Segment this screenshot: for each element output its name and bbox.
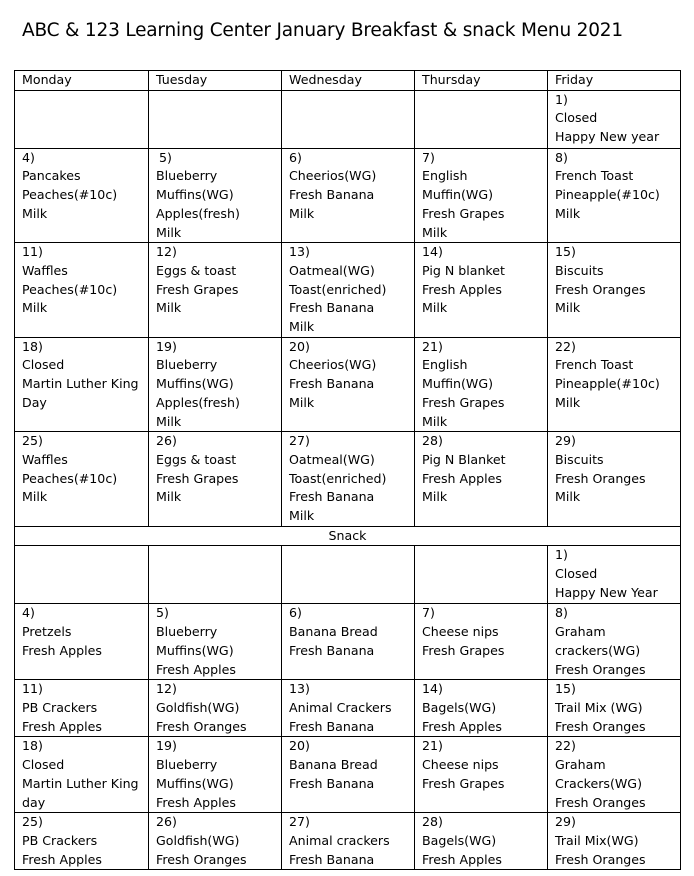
date-label: 27): [289, 814, 310, 830]
menu-item: Fresh Apples: [22, 642, 102, 658]
menu-item: Trail Mix (WG): [555, 699, 643, 715]
date-label: 26): [156, 433, 177, 449]
menu-item: Fresh Apples: [156, 794, 236, 810]
snack-cell-monday: [15, 680, 149, 737]
date-label: 19): [156, 738, 177, 754]
menu-item: Fresh Banana: [289, 489, 375, 505]
menu-item: Muffins(WG): [156, 376, 234, 392]
menu-item: Fresh Banana: [289, 718, 375, 734]
menu-item: PB Crackers: [22, 832, 98, 848]
breakfast-cell-tuesday: [149, 243, 282, 338]
date-label: 13): [289, 681, 310, 697]
menu-item: crackers(WG): [555, 642, 641, 658]
date-label: 4): [22, 605, 35, 621]
menu-item: Cheerios(WG): [289, 168, 377, 184]
date-label: 14): [422, 681, 443, 697]
date-label: 7): [422, 605, 435, 621]
menu-item: Cheerios(WG): [289, 357, 377, 373]
breakfast-cell-thursday: [415, 337, 548, 432]
date-label: 8): [555, 605, 568, 621]
snack-cell-friday: [548, 737, 681, 813]
menu-item: Fresh Apples: [422, 281, 502, 297]
breakfast-cell-wednesday: [282, 243, 415, 338]
menu-item: Crackers(WG): [555, 775, 642, 791]
breakfast-cell-monday: [15, 337, 149, 432]
menu-item: Oatmeal(WG): [289, 262, 375, 278]
menu-item: Fresh Apples: [422, 470, 502, 486]
menu-item: Closed: [22, 757, 65, 773]
snack-cell-friday: [548, 546, 681, 604]
snack-cell-monday: [15, 604, 149, 680]
menu-item: Fresh Banana: [289, 851, 375, 867]
snack-section-row: [15, 526, 681, 546]
menu-item: Peaches(#10c): [22, 187, 118, 203]
date-label: 11): [22, 681, 43, 697]
menu-item: Muffins(WG): [156, 775, 234, 791]
snack-cell-thursday: [415, 737, 548, 813]
snack-week-row: [15, 813, 681, 870]
menu-item: Bagels(WG): [422, 699, 497, 715]
menu-item: Animal crackers: [289, 832, 390, 848]
menu-item: Fresh Oranges: [156, 851, 247, 867]
breakfast-cell-monday: [15, 90, 149, 148]
menu-item: Martin Luther King: [22, 775, 139, 791]
menu-item: Milk: [422, 300, 448, 316]
menu-item: Trail Mix(WG): [555, 832, 639, 848]
menu-item: Cheese nips: [422, 624, 499, 640]
menu-item: Fresh Grapes: [156, 470, 239, 486]
menu-item: Graham: [555, 624, 606, 640]
date-label: 5): [159, 149, 172, 165]
date-label: 7): [422, 149, 435, 165]
menu-item: Blueberry: [156, 624, 218, 640]
menu-item: Toast(enriched): [289, 281, 387, 297]
snack-cell-tuesday: [149, 737, 282, 813]
breakfast-week-row: [15, 243, 681, 338]
menu-item: Milk: [156, 413, 182, 429]
page-title: ABC & 123 Learning Center January Breakfast & snack Menu 2021: [22, 20, 623, 41]
menu-item: Fresh Apples: [22, 851, 102, 867]
menu-item: Fresh Oranges: [555, 661, 646, 677]
menu-item: Milk: [555, 205, 581, 221]
breakfast-week-row: [15, 90, 681, 148]
snack-cell-monday: [15, 813, 149, 870]
menu-item: Milk: [22, 300, 48, 316]
menu-item: Biscuits: [555, 451, 604, 467]
snack-cell-thursday: [415, 604, 548, 680]
breakfast-cell-wednesday: [282, 337, 415, 432]
menu-item: PB Crackers: [22, 699, 98, 715]
date-label: 22): [555, 738, 576, 754]
menu-item: Milk: [156, 489, 182, 505]
date-label: 11): [22, 244, 43, 260]
date-label: 18): [22, 738, 43, 754]
date-label: 13): [289, 244, 310, 260]
snack-cell-tuesday: [149, 813, 282, 870]
menu-item: Milk: [289, 319, 315, 335]
menu-item: Fresh Oranges: [555, 281, 646, 297]
menu-item: English: [422, 357, 468, 373]
menu-item: French Toast: [555, 168, 634, 184]
breakfast-cell-thursday: [415, 148, 548, 243]
day-header-monday: Monday: [15, 71, 149, 91]
menu-item: Milk: [555, 300, 581, 316]
day-header-friday: Friday: [548, 71, 681, 91]
menu-item: Fresh Banana: [289, 642, 375, 658]
menu-item: Graham: [555, 757, 606, 773]
date-label: 1): [555, 547, 568, 563]
menu-item: Toast(enriched): [289, 470, 387, 486]
menu-item: Fresh Banana: [289, 187, 375, 203]
menu-item: Blueberry: [156, 168, 218, 184]
menu-item: Pineapple(#10c): [555, 376, 660, 392]
menu-item: Milk: [289, 205, 315, 221]
breakfast-cell-thursday: [415, 243, 548, 338]
menu-item: Milk: [22, 489, 48, 505]
menu-item: Muffin(WG): [422, 376, 494, 392]
breakfast-cell-monday: [15, 243, 149, 338]
menu-item: Fresh Grapes: [422, 205, 505, 221]
date-label: 1): [555, 91, 568, 107]
snack-cell-tuesday: [149, 680, 282, 737]
day-header-row: [15, 71, 681, 91]
menu-item: Day: [22, 394, 47, 410]
menu-item: Pig N blanket: [422, 262, 505, 278]
menu-table: [14, 70, 681, 870]
menu-item: Eggs & toast: [156, 262, 237, 278]
date-label: 4): [22, 149, 35, 165]
breakfast-week-row: [15, 148, 681, 243]
breakfast-cell-wednesday: [282, 90, 415, 148]
menu-item: Goldfish(WG): [156, 699, 240, 715]
date-label: 15): [555, 244, 576, 260]
menu-item: Biscuits: [555, 262, 604, 278]
menu-item: Closed: [555, 566, 598, 582]
menu-item: Fresh Oranges: [156, 718, 247, 734]
menu-item: Milk: [289, 394, 315, 410]
menu-item: Muffin(WG): [422, 187, 494, 203]
breakfast-cell-wednesday: [282, 432, 415, 527]
menu-item: Muffins(WG): [156, 187, 234, 203]
menu-item: Fresh Banana: [289, 300, 375, 316]
snack-cell-thursday: [415, 546, 548, 604]
snack-cell-tuesday: [149, 546, 282, 604]
date-label: 22): [555, 338, 576, 354]
menu-item: Milk: [22, 205, 48, 221]
date-label: 8): [555, 149, 568, 165]
menu-item: Fresh Oranges: [555, 718, 646, 734]
date-label: 21): [422, 738, 443, 754]
menu-item: Pretzels: [22, 624, 72, 640]
menu-item: Peaches(#10c): [22, 281, 118, 297]
menu-item: Fresh Grapes: [422, 775, 505, 791]
menu-item: Blueberry: [156, 757, 218, 773]
day-header-tuesday: Tuesday: [149, 71, 282, 91]
breakfast-cell-tuesday: [149, 148, 282, 243]
menu-item: Waffles: [22, 451, 68, 467]
menu-item: Happy New year: [555, 129, 660, 145]
menu-item: Milk: [422, 413, 448, 429]
snack-cell-friday: [548, 604, 681, 680]
date-label: 6): [289, 149, 302, 165]
menu-item: Muffins(WG): [156, 642, 234, 658]
breakfast-cell-monday: [15, 432, 149, 527]
date-label: 19): [156, 338, 177, 354]
menu-item: Fresh Apples: [22, 718, 102, 734]
snack-cell-wednesday: [282, 737, 415, 813]
snack-cell-friday: [548, 813, 681, 870]
menu-item: Milk: [156, 224, 182, 240]
snack-cell-wednesday: [282, 813, 415, 870]
date-label: 28): [422, 433, 443, 449]
menu-item: Fresh Oranges: [555, 470, 646, 486]
breakfast-cell-friday: [548, 90, 681, 148]
date-label: 12): [156, 681, 177, 697]
breakfast-cell-tuesday: [149, 432, 282, 527]
snack-cell-tuesday: [149, 604, 282, 680]
date-label: 29): [555, 433, 576, 449]
menu-item: Fresh Apples: [422, 718, 502, 734]
menu-item: Pig N Blanket: [422, 451, 506, 467]
snack-cell-friday: [548, 680, 681, 737]
snack-week-row: [15, 546, 681, 604]
menu-item: Fresh Banana: [289, 376, 375, 392]
snack-cell-wednesday: [282, 546, 415, 604]
menu-item: Eggs & toast: [156, 451, 237, 467]
date-label: 21): [422, 338, 443, 354]
menu-item: Fresh Oranges: [555, 794, 646, 810]
menu-item: Apples(fresh): [156, 394, 240, 410]
menu-item: Fresh Banana: [289, 775, 375, 791]
menu-item: Fresh Oranges: [555, 851, 646, 867]
date-label: 5): [156, 605, 169, 621]
menu-item: Closed: [22, 357, 65, 373]
menu-item: Cheese nips: [422, 757, 499, 773]
breakfast-cell-thursday: [415, 432, 548, 527]
menu-item: Martin Luther King: [22, 376, 139, 392]
menu-item: Banana Bread: [289, 757, 378, 773]
snack-cell-wednesday: [282, 604, 415, 680]
menu-item: Waffles: [22, 262, 68, 278]
menu-item: English: [422, 168, 468, 184]
date-label: 26): [156, 814, 177, 830]
date-label: 18): [22, 338, 43, 354]
date-label: 25): [22, 814, 43, 830]
menu-item: Fresh Grapes: [156, 281, 239, 297]
breakfast-week-row: [15, 432, 681, 527]
menu-item: Happy New Year: [555, 584, 658, 600]
menu-item: Pancakes: [22, 168, 81, 184]
breakfast-cell-tuesday: [149, 90, 282, 148]
date-label: 20): [289, 338, 310, 354]
date-label: 20): [289, 738, 310, 754]
snack-cell-wednesday: [282, 680, 415, 737]
menu-item: Closed: [555, 110, 598, 126]
menu-item: Pineapple(#10c): [555, 187, 660, 203]
menu-item: Goldfish(WG): [156, 832, 240, 848]
menu-item: Milk: [422, 489, 448, 505]
menu-item: Oatmeal(WG): [289, 451, 375, 467]
menu-item: Fresh Grapes: [422, 642, 505, 658]
snack-cell-monday: [15, 737, 149, 813]
date-label: 29): [555, 814, 576, 830]
breakfast-cell-friday: [548, 148, 681, 243]
menu-item: Milk: [156, 300, 182, 316]
menu-item: Fresh Grapes: [422, 394, 505, 410]
snack-cell-thursday: [415, 813, 548, 870]
menu-item: Milk: [555, 394, 581, 410]
date-label: 27): [289, 433, 310, 449]
menu-item: Milk: [555, 489, 581, 505]
breakfast-cell-monday: [15, 148, 149, 243]
menu-item: Fresh Apples: [156, 661, 236, 677]
breakfast-cell-wednesday: [282, 148, 415, 243]
menu-item: Bagels(WG): [422, 832, 497, 848]
snack-week-row: [15, 737, 681, 813]
menu-item: Animal Crackers: [289, 699, 392, 715]
breakfast-week-row: [15, 337, 681, 432]
date-label: 25): [22, 433, 43, 449]
snack-week-row: [15, 680, 681, 737]
snack-section-label: Snack: [15, 526, 681, 546]
menu-item: Peaches(#10c): [22, 470, 118, 486]
breakfast-cell-friday: [548, 337, 681, 432]
breakfast-cell-friday: [548, 432, 681, 527]
date-label: 6): [289, 605, 302, 621]
date-label: 12): [156, 244, 177, 260]
menu-item: Milk: [289, 508, 315, 524]
breakfast-cell-friday: [548, 243, 681, 338]
date-label: 14): [422, 244, 443, 260]
date-label: 15): [555, 681, 576, 697]
menu-item: Blueberry: [156, 357, 218, 373]
menu-item: Milk: [422, 224, 448, 240]
day-header-thursday: Thursday: [415, 71, 548, 91]
breakfast-cell-thursday: [415, 90, 548, 148]
day-header-wednesday: Wednesday: [282, 71, 415, 91]
date-label: 28): [422, 814, 443, 830]
menu-item: Apples(fresh): [156, 205, 240, 221]
breakfast-cell-tuesday: [149, 337, 282, 432]
menu-item: day: [22, 794, 46, 810]
snack-cell-thursday: [415, 680, 548, 737]
snack-week-row: [15, 604, 681, 680]
menu-item: French Toast: [555, 357, 634, 373]
menu-item: Banana Bread: [289, 624, 378, 640]
menu-body: [15, 71, 681, 870]
menu-item: Fresh Apples: [422, 851, 502, 867]
snack-cell-monday: [15, 546, 149, 604]
